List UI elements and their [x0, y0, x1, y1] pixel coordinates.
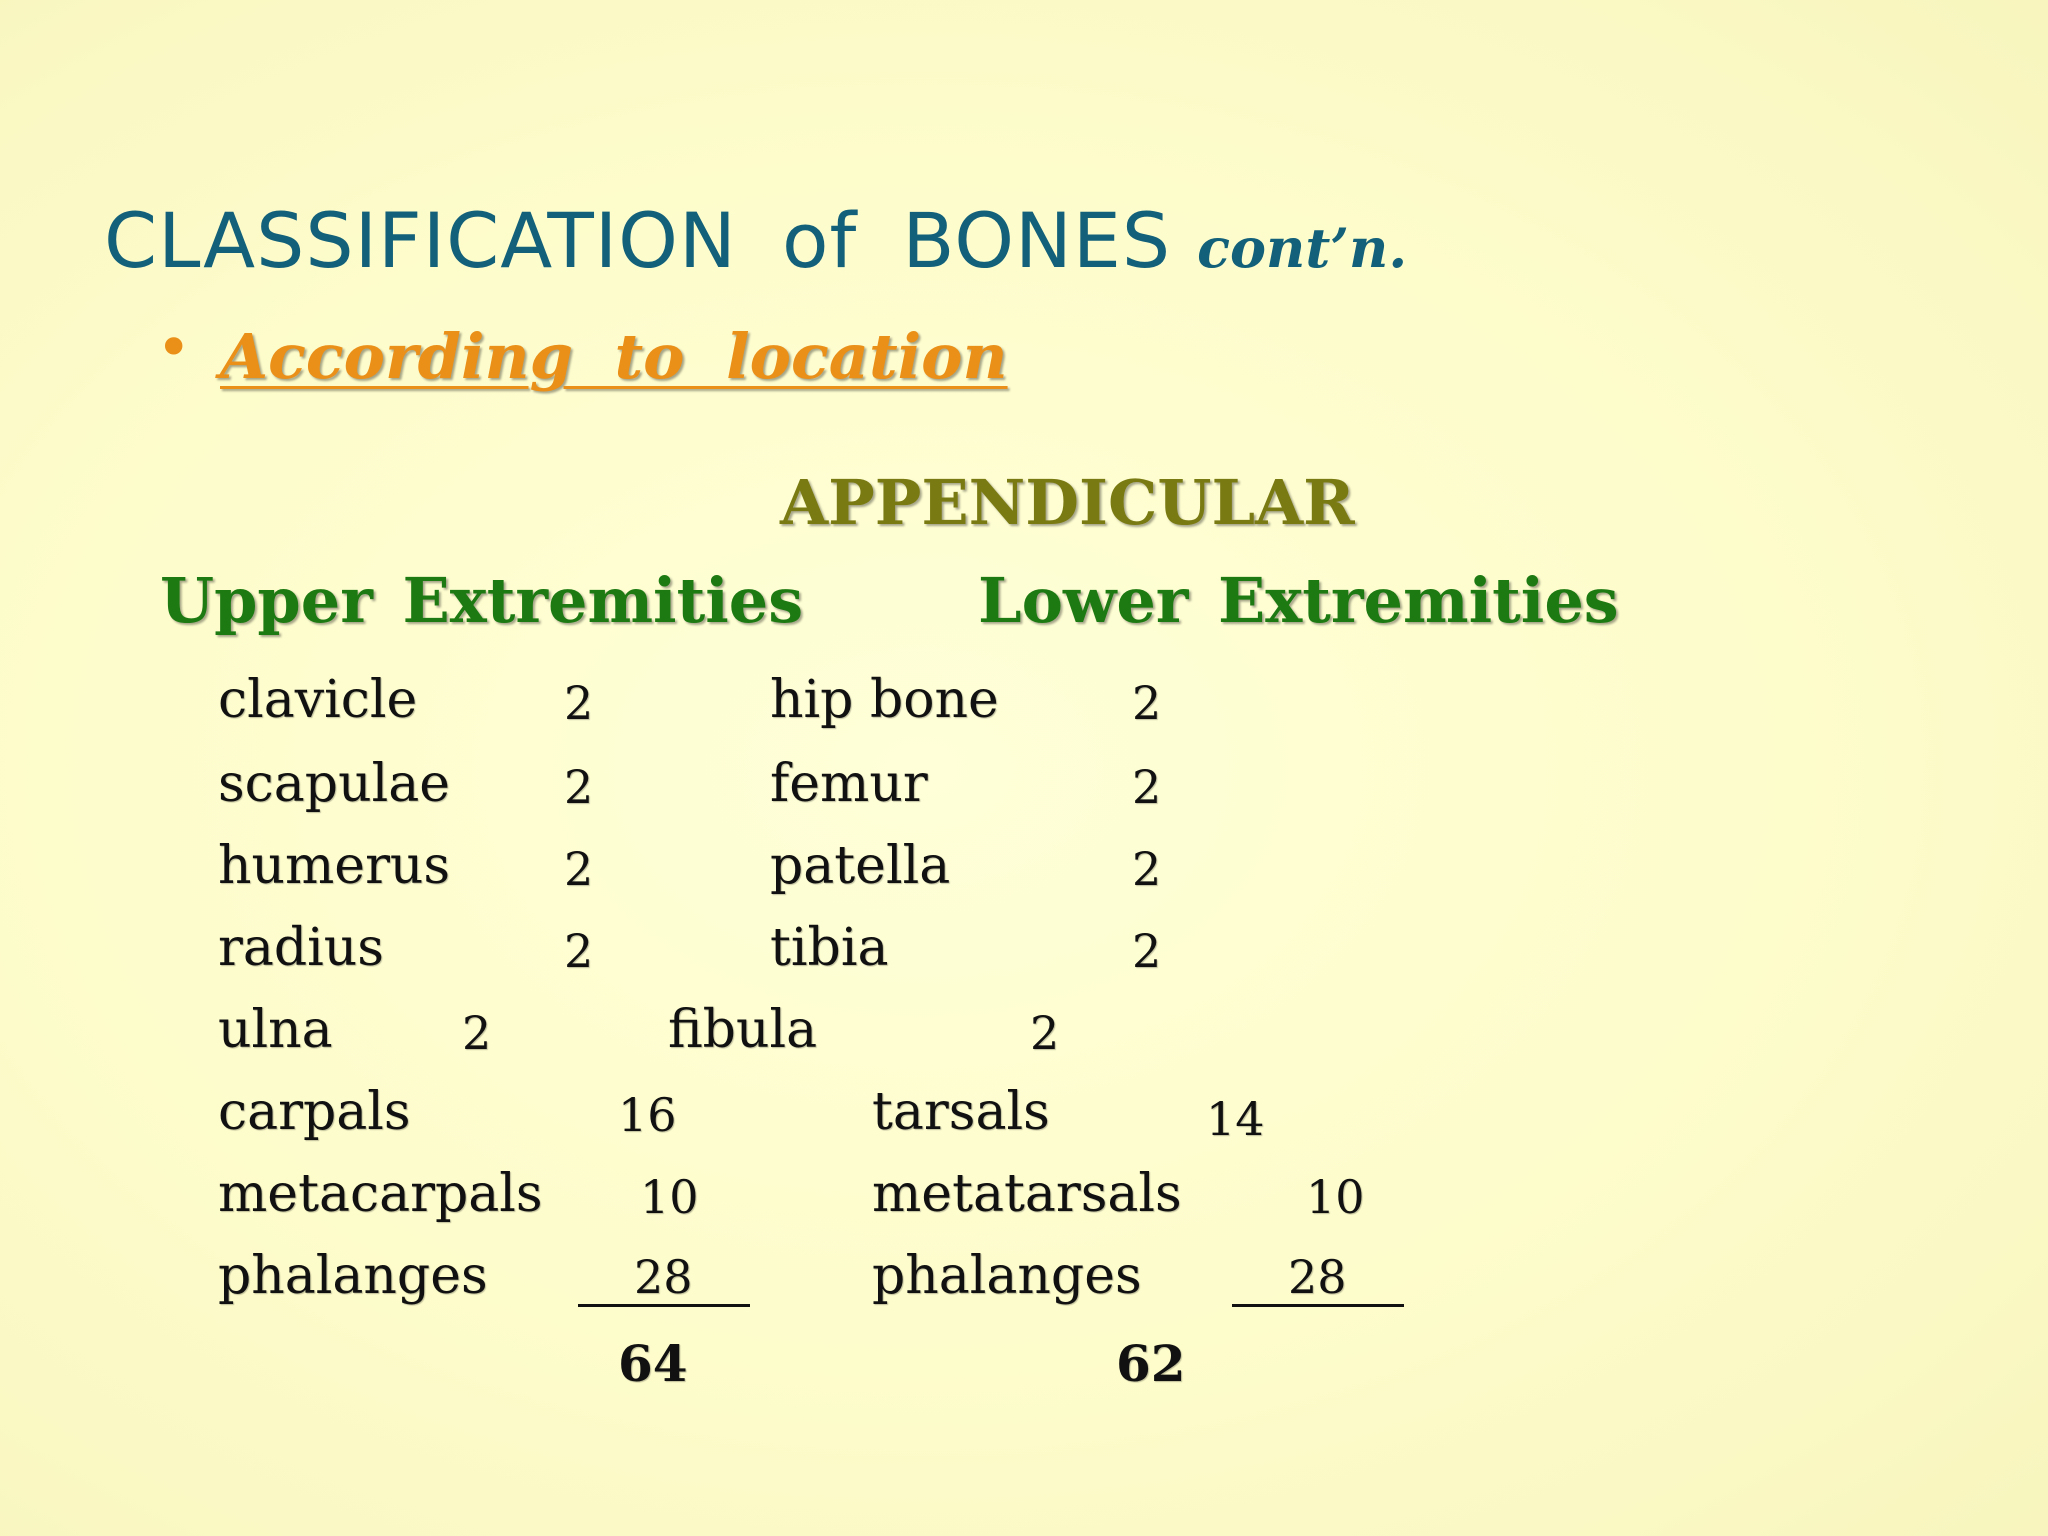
lower-row-name: fibula [668, 1000, 818, 1060]
upper-row-count: 16 [618, 1088, 677, 1142]
title-main: CLASSIFICATION of BONES [104, 196, 1172, 285]
upper-extremities-heading: Upper Extremities [160, 564, 804, 637]
title-suffix: cont’n. [1197, 216, 1408, 280]
slide-title [104, 196, 1407, 285]
lower-row-count: 10 [1306, 1170, 1365, 1224]
lower-row-name: hip bone [770, 670, 999, 730]
upper-row-name: clavicle [218, 670, 418, 730]
lower-row-name: femur [770, 754, 928, 814]
upper-row-name: carpals [218, 1082, 411, 1142]
upper-row-count: 2 [564, 842, 594, 896]
upper-total: 64 [618, 1334, 688, 1393]
upper-row-count: 10 [640, 1170, 699, 1224]
upper-row-name: phalanges [218, 1246, 488, 1306]
lower-row-count: 2 [1132, 676, 1162, 730]
lower-row-name: phalanges [872, 1246, 1142, 1306]
upper-row-name: metacarpals [218, 1164, 543, 1224]
bullet-text: According to location [220, 320, 1008, 393]
upper-row-name: scapulae [218, 754, 450, 814]
lower-row-count: 2 [1132, 760, 1162, 814]
upper-row-name: humerus [218, 836, 451, 896]
lower-sum-rule [1232, 1304, 1404, 1307]
lower-total: 62 [1116, 1334, 1186, 1393]
upper-row-count: 2 [462, 1006, 492, 1060]
lower-row-name: metatarsals [872, 1164, 1182, 1224]
lower-row-name: tarsals [872, 1082, 1050, 1142]
lower-row-count: 2 [1030, 1006, 1060, 1060]
upper-row-count: 28 [634, 1250, 693, 1304]
upper-row-name: ulna [218, 1000, 333, 1060]
lower-row-count: 2 [1132, 924, 1162, 978]
upper-sum-rule [578, 1304, 750, 1307]
section-heading: APPENDICULAR [780, 466, 1355, 539]
lower-row-name: tibia [770, 918, 889, 978]
upper-row-count: 2 [564, 924, 594, 978]
upper-row-count: 2 [564, 760, 594, 814]
lower-extremities-heading: Lower Extremities [978, 564, 1619, 637]
lower-row-name: patella [770, 836, 951, 896]
upper-row-name: radius [218, 918, 384, 978]
upper-row-count: 2 [564, 676, 594, 730]
bullet-marker: • [156, 313, 192, 383]
lower-row-count: 14 [1206, 1092, 1265, 1146]
lower-row-count: 2 [1132, 842, 1162, 896]
lower-row-count: 28 [1288, 1250, 1347, 1304]
